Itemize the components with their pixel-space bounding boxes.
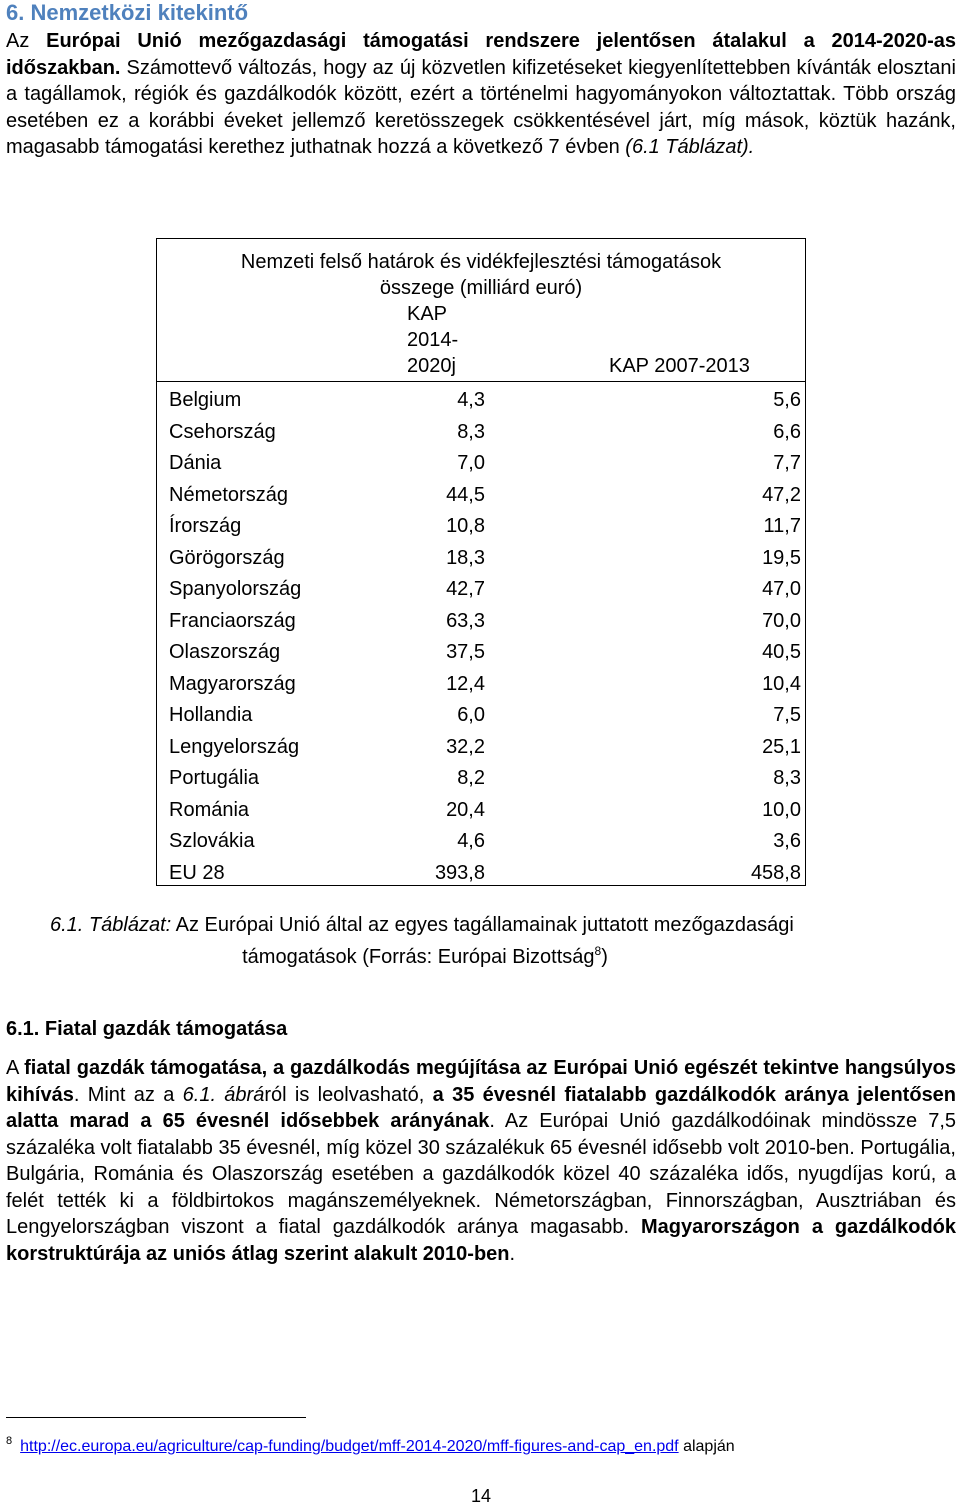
intro-bold-text: Európai Unió mezőgazdasági támogatási rendszere jelentősen átalakul a 2014-2020-as időszakban. xyxy=(6,30,957,79)
table-row xyxy=(157,700,805,732)
value-2014-cell: 42,7 xyxy=(446,578,485,600)
value-2014-cell: 63,3 xyxy=(446,609,485,632)
table-row xyxy=(157,795,805,827)
table-caption xyxy=(50,912,930,970)
value-2007-cell: 40,5 xyxy=(762,641,801,663)
footnote-number: 8 xyxy=(6,1435,13,1447)
footnote-link[interactable]: http://ec.europa.eu/agriculture/cap-funding/budget/mff-2014-2020/mff-figures-and-cap_en.pdf xyxy=(20,1438,679,1455)
intro-table-reference: (6.1 Táblázat). xyxy=(625,136,755,158)
value-2007-cell: 5,6 xyxy=(773,389,801,411)
column-header-2014 xyxy=(407,301,458,379)
country-cell: Csehország xyxy=(169,420,276,443)
section-text-1: A xyxy=(6,1057,25,1079)
value-2007-cell: 47,2 xyxy=(762,483,801,506)
country-cell: Hollandia xyxy=(169,704,253,726)
value-2007-cell: 25,1 xyxy=(762,735,801,758)
value-2014-cell: 44,5 xyxy=(446,483,485,506)
country-cell: Görögország xyxy=(169,546,285,569)
footnote xyxy=(6,1430,735,1458)
value-2007-cell: 10,0 xyxy=(762,798,801,821)
section-text-3: ról is leolvasható, xyxy=(264,1083,433,1106)
table-row xyxy=(157,511,805,543)
value-2007-cell: 7,5 xyxy=(773,704,801,726)
value-2014-cell: 20,4 xyxy=(446,798,485,821)
table-row xyxy=(157,732,805,764)
country-cell: Románia xyxy=(169,798,250,821)
country-cell: Portugália xyxy=(169,767,260,789)
value-2007-cell: 47,0 xyxy=(762,578,801,600)
country-cell: EU 28 xyxy=(169,861,225,884)
value-2007-cell: 10,4 xyxy=(762,672,801,695)
value-2014-cell: 18,3 xyxy=(446,546,485,569)
section-text-5: . xyxy=(509,1242,516,1265)
value-2007-cell: 3,6 xyxy=(773,830,801,852)
support-table xyxy=(156,238,806,886)
table-row xyxy=(157,606,805,638)
table-row xyxy=(157,637,805,669)
page-number: 14 xyxy=(470,1486,492,1506)
value-2007-cell: 70,0 xyxy=(762,609,801,632)
value-2014-cell: 37,5 xyxy=(446,641,485,663)
value-2014-cell: 10,8 xyxy=(446,515,485,537)
value-2014-cell: 4,6 xyxy=(457,830,485,852)
table-row xyxy=(157,417,805,449)
column-header-2007: KAP 2007-2013 xyxy=(609,355,750,377)
table-row xyxy=(157,574,805,606)
caption-text-1: Az Európai Unió által az egyes tagállamainak juttatott mezőgazdasági xyxy=(171,914,794,936)
value-2014-cell: 6,0 xyxy=(457,704,485,726)
table-row xyxy=(157,763,805,795)
table-row xyxy=(157,385,805,417)
section-figure-reference: 6.1. ábrá xyxy=(182,1083,265,1106)
value-2014-cell: 32,2 xyxy=(446,735,485,758)
country-cell: Németország xyxy=(169,483,288,506)
footnote-reference: 8 xyxy=(594,944,602,958)
intro-paragraph xyxy=(6,28,956,161)
table-row xyxy=(157,543,805,575)
section-text-4: . Az Európai Unió gazdálkodóinak mindössze 7,5 százaléka volt fiatalabb 35 évesnél, míg közel 30 százalékuk 65 évesnél idősebb volt 2010-ben. Portugália, Bulgária, Románia és Olaszország esetében a gazdálkodók közel 40 százaléka idős, nyugdíjas korú, a felét tették ki a földbirtokos magánszemélyeknek. Németországban, Finnországban, Ausztriában és Lengyelországban viszont a fiatal gazdálkodók aránya magasabb. xyxy=(6,1110,957,1238)
value-2014-cell: 393,8 xyxy=(434,861,485,884)
value-2014-cell: 4,3 xyxy=(457,389,485,411)
country-cell: Lengyelország xyxy=(169,735,300,758)
country-cell: Belgium xyxy=(169,389,242,411)
column-header-2014-line-3: 2020j xyxy=(407,355,456,377)
footnote-separator xyxy=(6,1417,306,1418)
value-2007-cell: 8,3 xyxy=(773,767,801,789)
table-row xyxy=(157,858,805,890)
value-2007-cell: 458,8 xyxy=(750,861,801,884)
value-2014-cell: 12,4 xyxy=(446,672,485,695)
country-cell: Olaszország xyxy=(169,641,281,663)
value-2014-cell: 8,3 xyxy=(457,420,485,443)
table-row xyxy=(157,669,805,701)
table-title-line-2: összege (milliárd euró) xyxy=(379,277,583,299)
value-2007-cell: 11,7 xyxy=(763,515,801,537)
caption-text-2: támogatások (Forrás: Európai Bizottság xyxy=(242,946,595,968)
section-bold-1: fiatal gazdák támogatása, a gazdálkodás megújítása az Európai Unió egészét tekintve hangsúlyos kihívás xyxy=(6,1057,956,1106)
intro-text-2: Számottevő változás, hogy az új közvetlen kifizetéseket kiegyenlítettebben kívánták elosztani a tagállamok, régiók és gazdálkodók között, ezért a történelmi hagyományokon változtattak. Több ország esetében ez a korábbi éveket jellemző keretösszegek csökkentésével járt, míg mások, köztük hazánk, magasabb támogatási kerethez juthatnak hozzá a következő 7 évben xyxy=(6,56,956,158)
caption-text-3: ) xyxy=(601,946,608,968)
table-title-line-1: Nemzeti felső határok és vidékfejlesztési támogatások xyxy=(240,251,722,273)
caption-label: 6.1. Táblázat: xyxy=(50,914,172,936)
country-cell: Spanyolország xyxy=(169,578,302,600)
table-body xyxy=(157,385,805,889)
subsection-heading: 6.1. Fiatal gazdák támogatása xyxy=(6,1018,288,1040)
column-header-2014-line-2: 2014- xyxy=(407,329,459,351)
table-row xyxy=(157,826,805,858)
intro-text-1: Az xyxy=(6,30,47,52)
value-2007-cell: 19,5 xyxy=(762,546,801,569)
section-bold-3: Magyarországon a gazdálkodók korstruktúrája az uniós átlag szerint alakult 2010-ben xyxy=(6,1216,956,1265)
section-heading: 6. Nemzetközi kitekintő xyxy=(6,0,249,25)
footnote-suffix: alapján xyxy=(678,1438,735,1455)
value-2007-cell: 6,6 xyxy=(773,420,801,443)
value-2014-cell: 7,0 xyxy=(457,452,485,474)
table-row xyxy=(157,480,805,512)
country-cell: Franciaország xyxy=(169,609,296,632)
table-row xyxy=(157,448,805,480)
country-cell: Magyarország xyxy=(169,672,296,695)
subsection-paragraph xyxy=(6,1055,956,1267)
section-bold-2: a 35 évesnél fiatalabb gazdálkodók aránya jelentősen alatta marad a 65 évesnél idősebbek arányának xyxy=(6,1083,957,1132)
section-text-2: . Mint az a xyxy=(73,1083,183,1106)
column-header-2014-line-1: KAP xyxy=(407,303,448,325)
country-cell: Szlovákia xyxy=(169,830,255,852)
value-2007-cell: 7,7 xyxy=(773,452,801,474)
country-cell: Dánia xyxy=(169,452,222,474)
value-2014-cell: 8,2 xyxy=(457,767,485,789)
country-cell: Írország xyxy=(169,515,242,537)
table-header xyxy=(157,239,805,382)
